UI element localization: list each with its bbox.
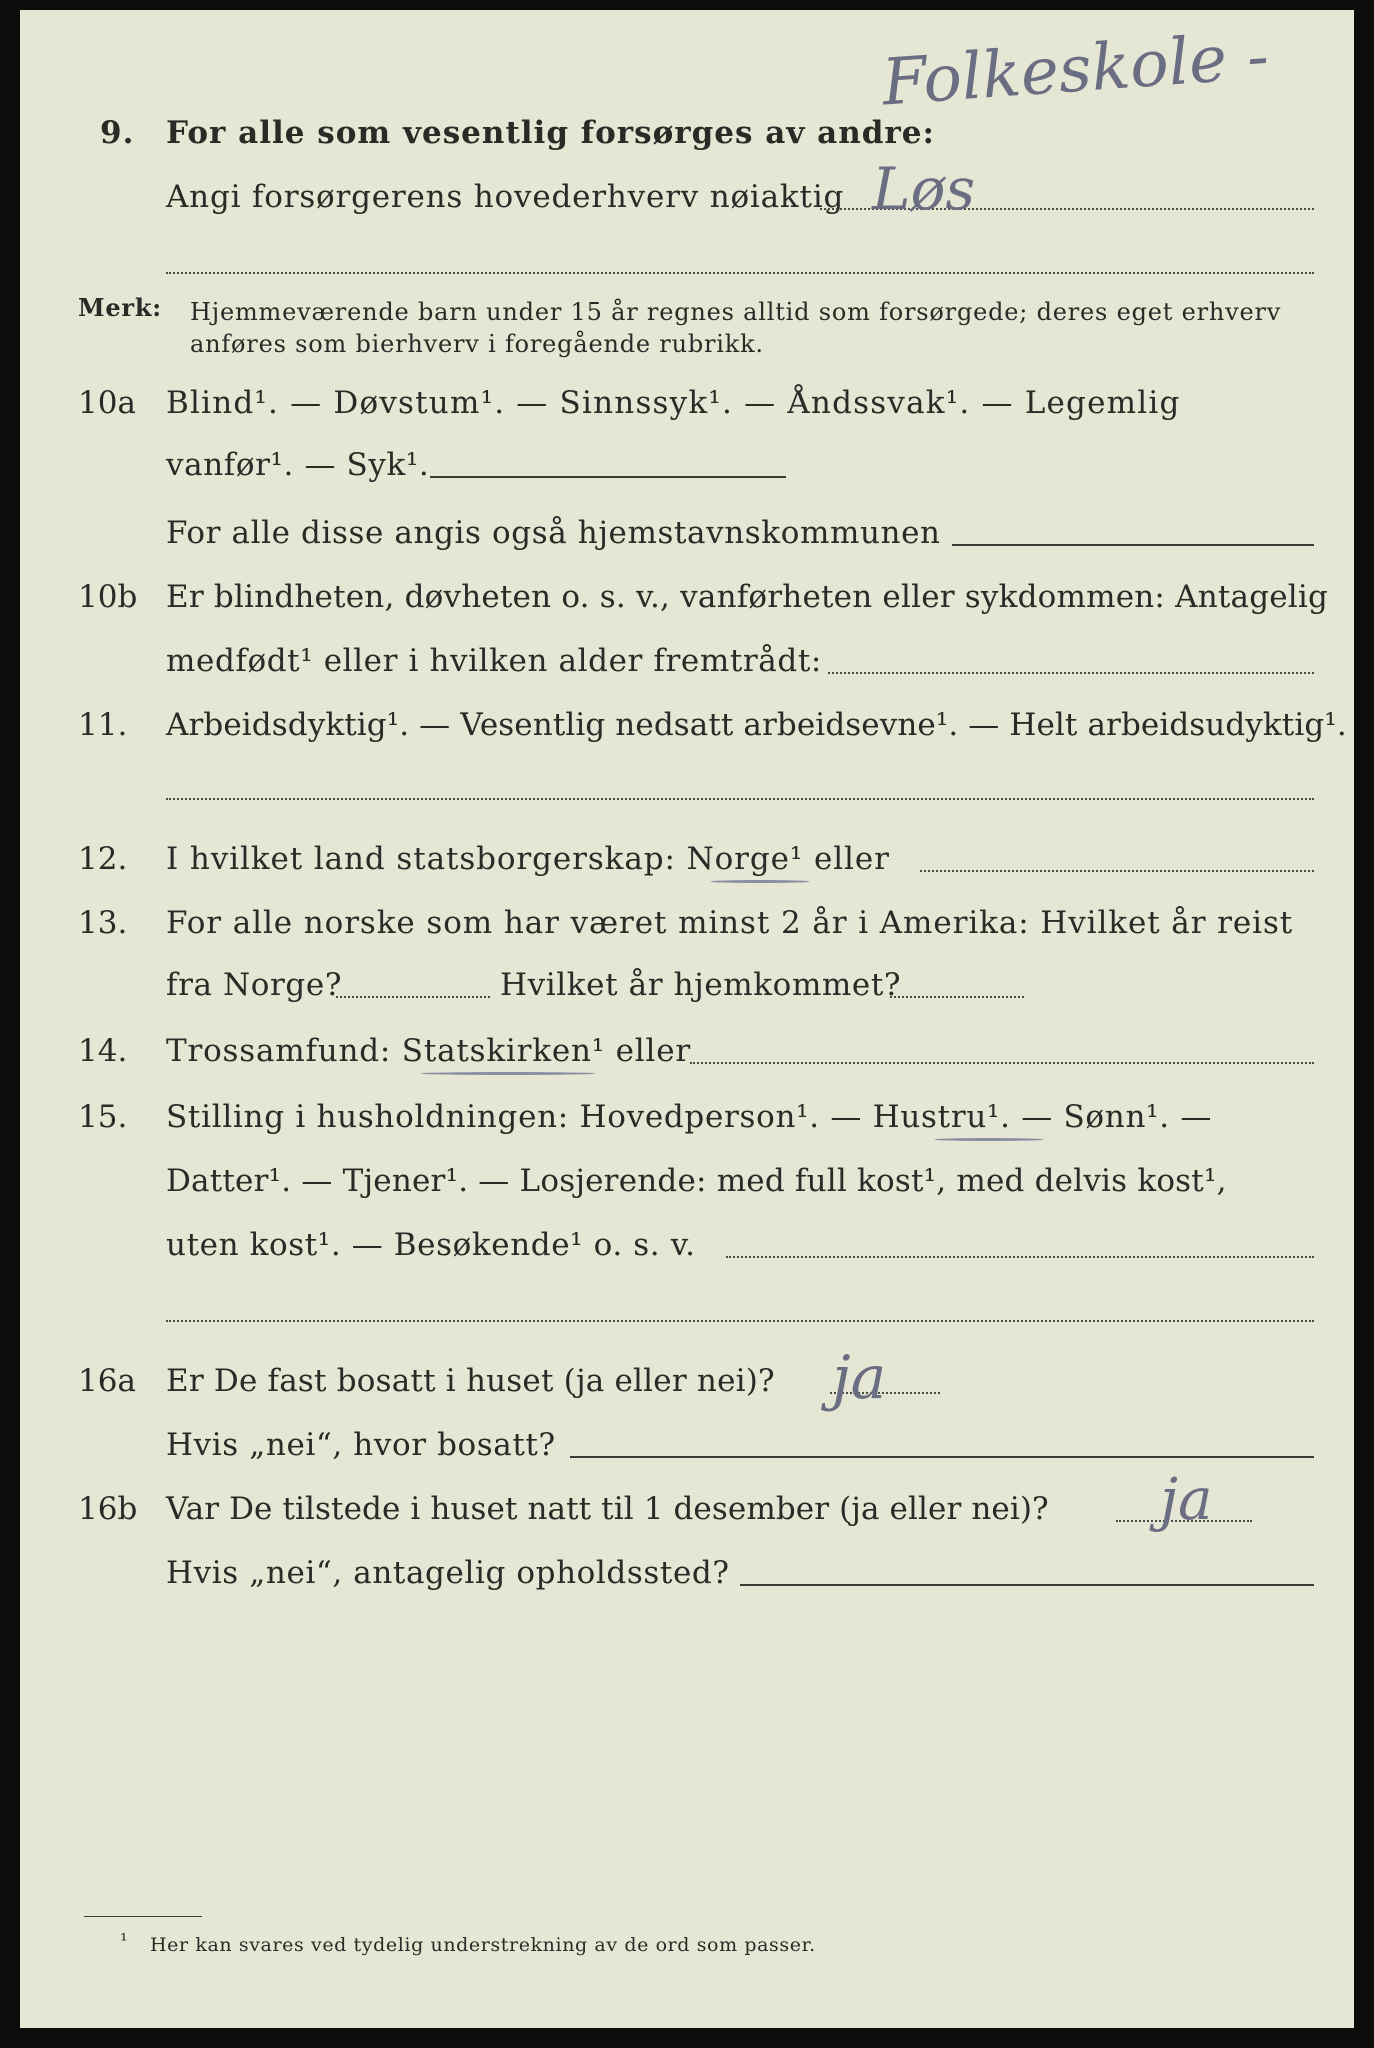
q14-statskirken-underline (420, 1072, 596, 1075)
q10a-number: 10a (78, 385, 136, 421)
merk-label: Merk: (78, 293, 162, 322)
q9-handwritten-answer: Løs (872, 155, 976, 223)
merk-line2: anføres som bierhverv i foregående rubrikk. (190, 330, 764, 358)
q13-line2-reist: fra Norge? (166, 967, 343, 1003)
q13-number: 13. (78, 905, 128, 941)
q11-answer-line (166, 798, 1314, 800)
q15-hustru-underline (934, 1138, 1044, 1141)
q12-norge-underline (710, 880, 810, 883)
q16b-line1: Var De tilstede i huset natt til 1 desember (ja eller nei)? (166, 1491, 1049, 1527)
q13-hjemkommet-line (890, 996, 1024, 998)
q15-line1: Stilling i husholdningen: Hovedperson¹. — Hustru¹. — Sønn¹. — (166, 1099, 1213, 1135)
q11-number: 11. (78, 707, 128, 743)
q14-answer-line (690, 1062, 1314, 1064)
q16a-line2: Hvis „nei“, hvor bosatt? (166, 1427, 556, 1463)
q15-line2: Datter¹. — Tjener¹. — Losjerende: med full kost¹, med delvis kost¹, (166, 1163, 1227, 1199)
q10a-line1: Blind¹. — Døvstum¹. — Sinnssyk¹. — Åndssvak¹. — Legemlig (166, 385, 1181, 421)
q12-answer-line (920, 870, 1314, 872)
q14-line1: Trossamfund: Statskirken¹ eller (166, 1033, 691, 1069)
q16a-bosatt-line (570, 1456, 1314, 1458)
q10b-line1: Er blindheten, døvheten o. s. v., vanførheten eller sykdommen: Antagelig (166, 579, 1329, 615)
q15-number: 15. (78, 1099, 128, 1135)
q12-line1: I hvilket land statsborgerskap: Norge¹ eller (166, 841, 890, 877)
q16a-handwritten-answer: ja (832, 1343, 887, 1413)
handwritten-top-note: Folkeskole - (879, 19, 1272, 121)
q16b-handwritten-answer: ja (1160, 1465, 1213, 1533)
q16b-opholdssted-line (740, 1584, 1314, 1586)
q13-line1: For alle norske som har været minst 2 år i Amerika: Hvilket år reist (166, 905, 1294, 941)
merk-line1: Hjemmeværende barn under 15 år regnes alltid som forsørgede; deres eget erhverv (190, 298, 1282, 326)
q10b-number: 10b (78, 579, 138, 615)
footnote-separator (84, 1916, 202, 1917)
q15-line3: uten kost¹. — Besøkende¹ o. s. v. (166, 1227, 696, 1263)
q9-number: 9. (100, 115, 135, 151)
q15-answer-line (726, 1256, 1314, 1258)
q16a-line1: Er De fast bosatt i huset (ja eller nei)? (166, 1363, 775, 1399)
footnote-mark: ¹ (120, 1930, 129, 1952)
q10b-answer-line (828, 672, 1314, 674)
q11-line1: Arbeidsdyktig¹. — Vesentlig nedsatt arbeidsevne¹. — Helt arbeidsudyktig¹. (166, 707, 1347, 743)
q13-line2-hjemkommet: Hvilket år hjemkommet? (500, 967, 902, 1003)
q10a-line2: vanfør¹. — Syk¹. (166, 447, 430, 483)
q16b-number: 16b (78, 1491, 138, 1527)
q10b-line2: medfødt¹ eller i hvilken alder fremtrådt: (166, 643, 822, 679)
q9-extra-line (166, 272, 1314, 274)
q16b-line2: Hvis „nei“, antagelig opholdssted? (166, 1555, 730, 1591)
census-form-page (20, 10, 1354, 2028)
q13-reist-line (336, 996, 490, 998)
q9-line1: For alle som vesentlig forsørges av andre: (166, 115, 935, 151)
q9-line2: Angi forsørgerens hovederhverv nøiaktig (166, 179, 845, 215)
q16a-number: 16a (78, 1363, 136, 1399)
q10a-line3: For alle disse angis også hjemstavnskommunen (166, 515, 941, 551)
footnote-text: Her kan svares ved tydelig understrekning av de ord som passer. (150, 1934, 816, 1956)
q15-extra-line (166, 1320, 1314, 1322)
q10a-hjemstavn-line (952, 544, 1314, 546)
q14-number: 14. (78, 1033, 128, 1069)
q10a-syk-line (430, 476, 786, 478)
q12-number: 12. (78, 841, 128, 877)
